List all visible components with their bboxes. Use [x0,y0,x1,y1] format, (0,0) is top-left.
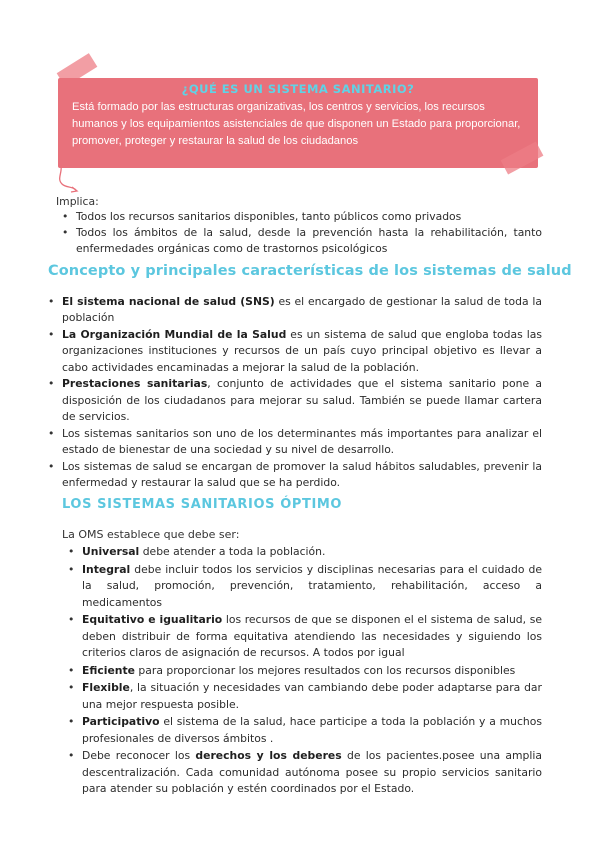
optimo-list [68,544,542,799]
item-bold: El sistema nacional de salud (SNS) [62,295,275,308]
concepto-list [48,294,542,492]
list-item [68,748,542,798]
item-bold: Prestaciones sanitarias [62,377,208,391]
item-text: Los sistemas de salud se encargan de promover la salud hábitos saludables, prevenir la enfermedad y restaurar la salud que se ha perdido. [62,459,542,490]
item-pre: Debe reconocer los [82,749,196,762]
definition-box [58,78,538,168]
item-text: de los pacientes.posee una amplia descentralización. Cada comunidad autónoma posee su propio servicios sanitario para atender su población y estén coordinados por el Estado. [82,749,542,795]
curly-arrow-icon [52,160,92,196]
list-item: • Todos los ámbitos de la salud, desde la prevención hasta la rehabilitación, tanto enfermedades orgánicas como de trastornos psicológicos [62,225,542,257]
list-item [48,426,542,459]
list-item [68,663,542,680]
section-heading-concepto: Concepto y principales características de los sistemas de salud [48,263,572,279]
item-text: debe incluir todos los servicios y disciplinas necesarias para el cuidado de la salud, promoción, prevención, tratamiento, rehabilitación, acceso a medicamentos [82,562,542,609]
implica-list [62,209,542,257]
list-item [48,294,542,327]
item-bold: Integral [82,562,131,576]
list-item [68,562,542,612]
list-item [48,376,542,425]
section-heading-optimo: LOS SISTEMAS SANITARIOS ÓPTIMO [62,497,343,512]
item-bold: derechos y los deberes [195,749,342,762]
item-text: para proporcionar los mejores resultados con los recursos disponibles [134,663,516,677]
item-text: es el encargado de gestionar la salud de toda la población [62,295,542,325]
list-item [68,612,542,662]
item-text: debe atender a toda la población. [139,545,326,558]
item-bold: Participativo [82,715,160,728]
item-text: , conjunto de actividades que el sistema sanitario pone a disposición de los ciudadanos para mejorar su salud. También se puede llamar cartera de servicios. [62,377,542,424]
item-text: , la situación y necesidades van cambiando debe poder adaptarse para dar una mejor respuesta posible. [82,681,542,711]
list-item [68,680,542,713]
list-item [68,544,542,561]
definition-text: Está formado por las estructuras organizativas, los centros y servicios, los recursos humanos y los equipamientos asistenciales de que disponen un Estado para proporcionar, promover, proteger y restaurar la salud de los ciudadanos [72,101,521,147]
list-item [48,459,542,492]
item-bold: Universal [82,545,140,558]
oms-intro: La OMS establece que debe ser: [62,528,240,541]
list-item: • Todos los recursos sanitarios disponibles, tanto públicos como privados [62,209,542,225]
implica-label: Implica: [56,195,99,208]
item-bold: La Organización Mundial de la Salud [62,328,287,342]
item-text: Los sistemas sanitarios son uno de los determinantes más importantes para analizar el estado de bienestar de una sociedad y su nivel de desarrollo. [62,426,542,457]
item-bold: Eficiente [82,663,135,677]
list-item [68,714,542,747]
item-bold: Flexible [82,681,130,694]
item-bold: Equitativo e igualitario [82,613,223,626]
item-text: el sistema de la salud, hace participe a toda la población y a muchos profesionales de diversos ámbitos . [82,715,542,745]
item-text: los recursos de que se disponen el el sistema de salud, se deben distribuir de forma equitativa atendiendo las necesidades y siguiendo los criterios claros de asignación de recursos. A todos por igual [82,613,542,659]
item-text: es un sistema de salud que engloba todas las organizaciones instituciones y recursos de un país cuyo principal objetivo es llevar a cabo actividades encaminadas a mejorar la salud de la población. [62,328,542,374]
list-item [48,327,542,376]
definition-title: ¿QUÉ ES UN SISTEMA SANITARIO? [181,82,415,96]
